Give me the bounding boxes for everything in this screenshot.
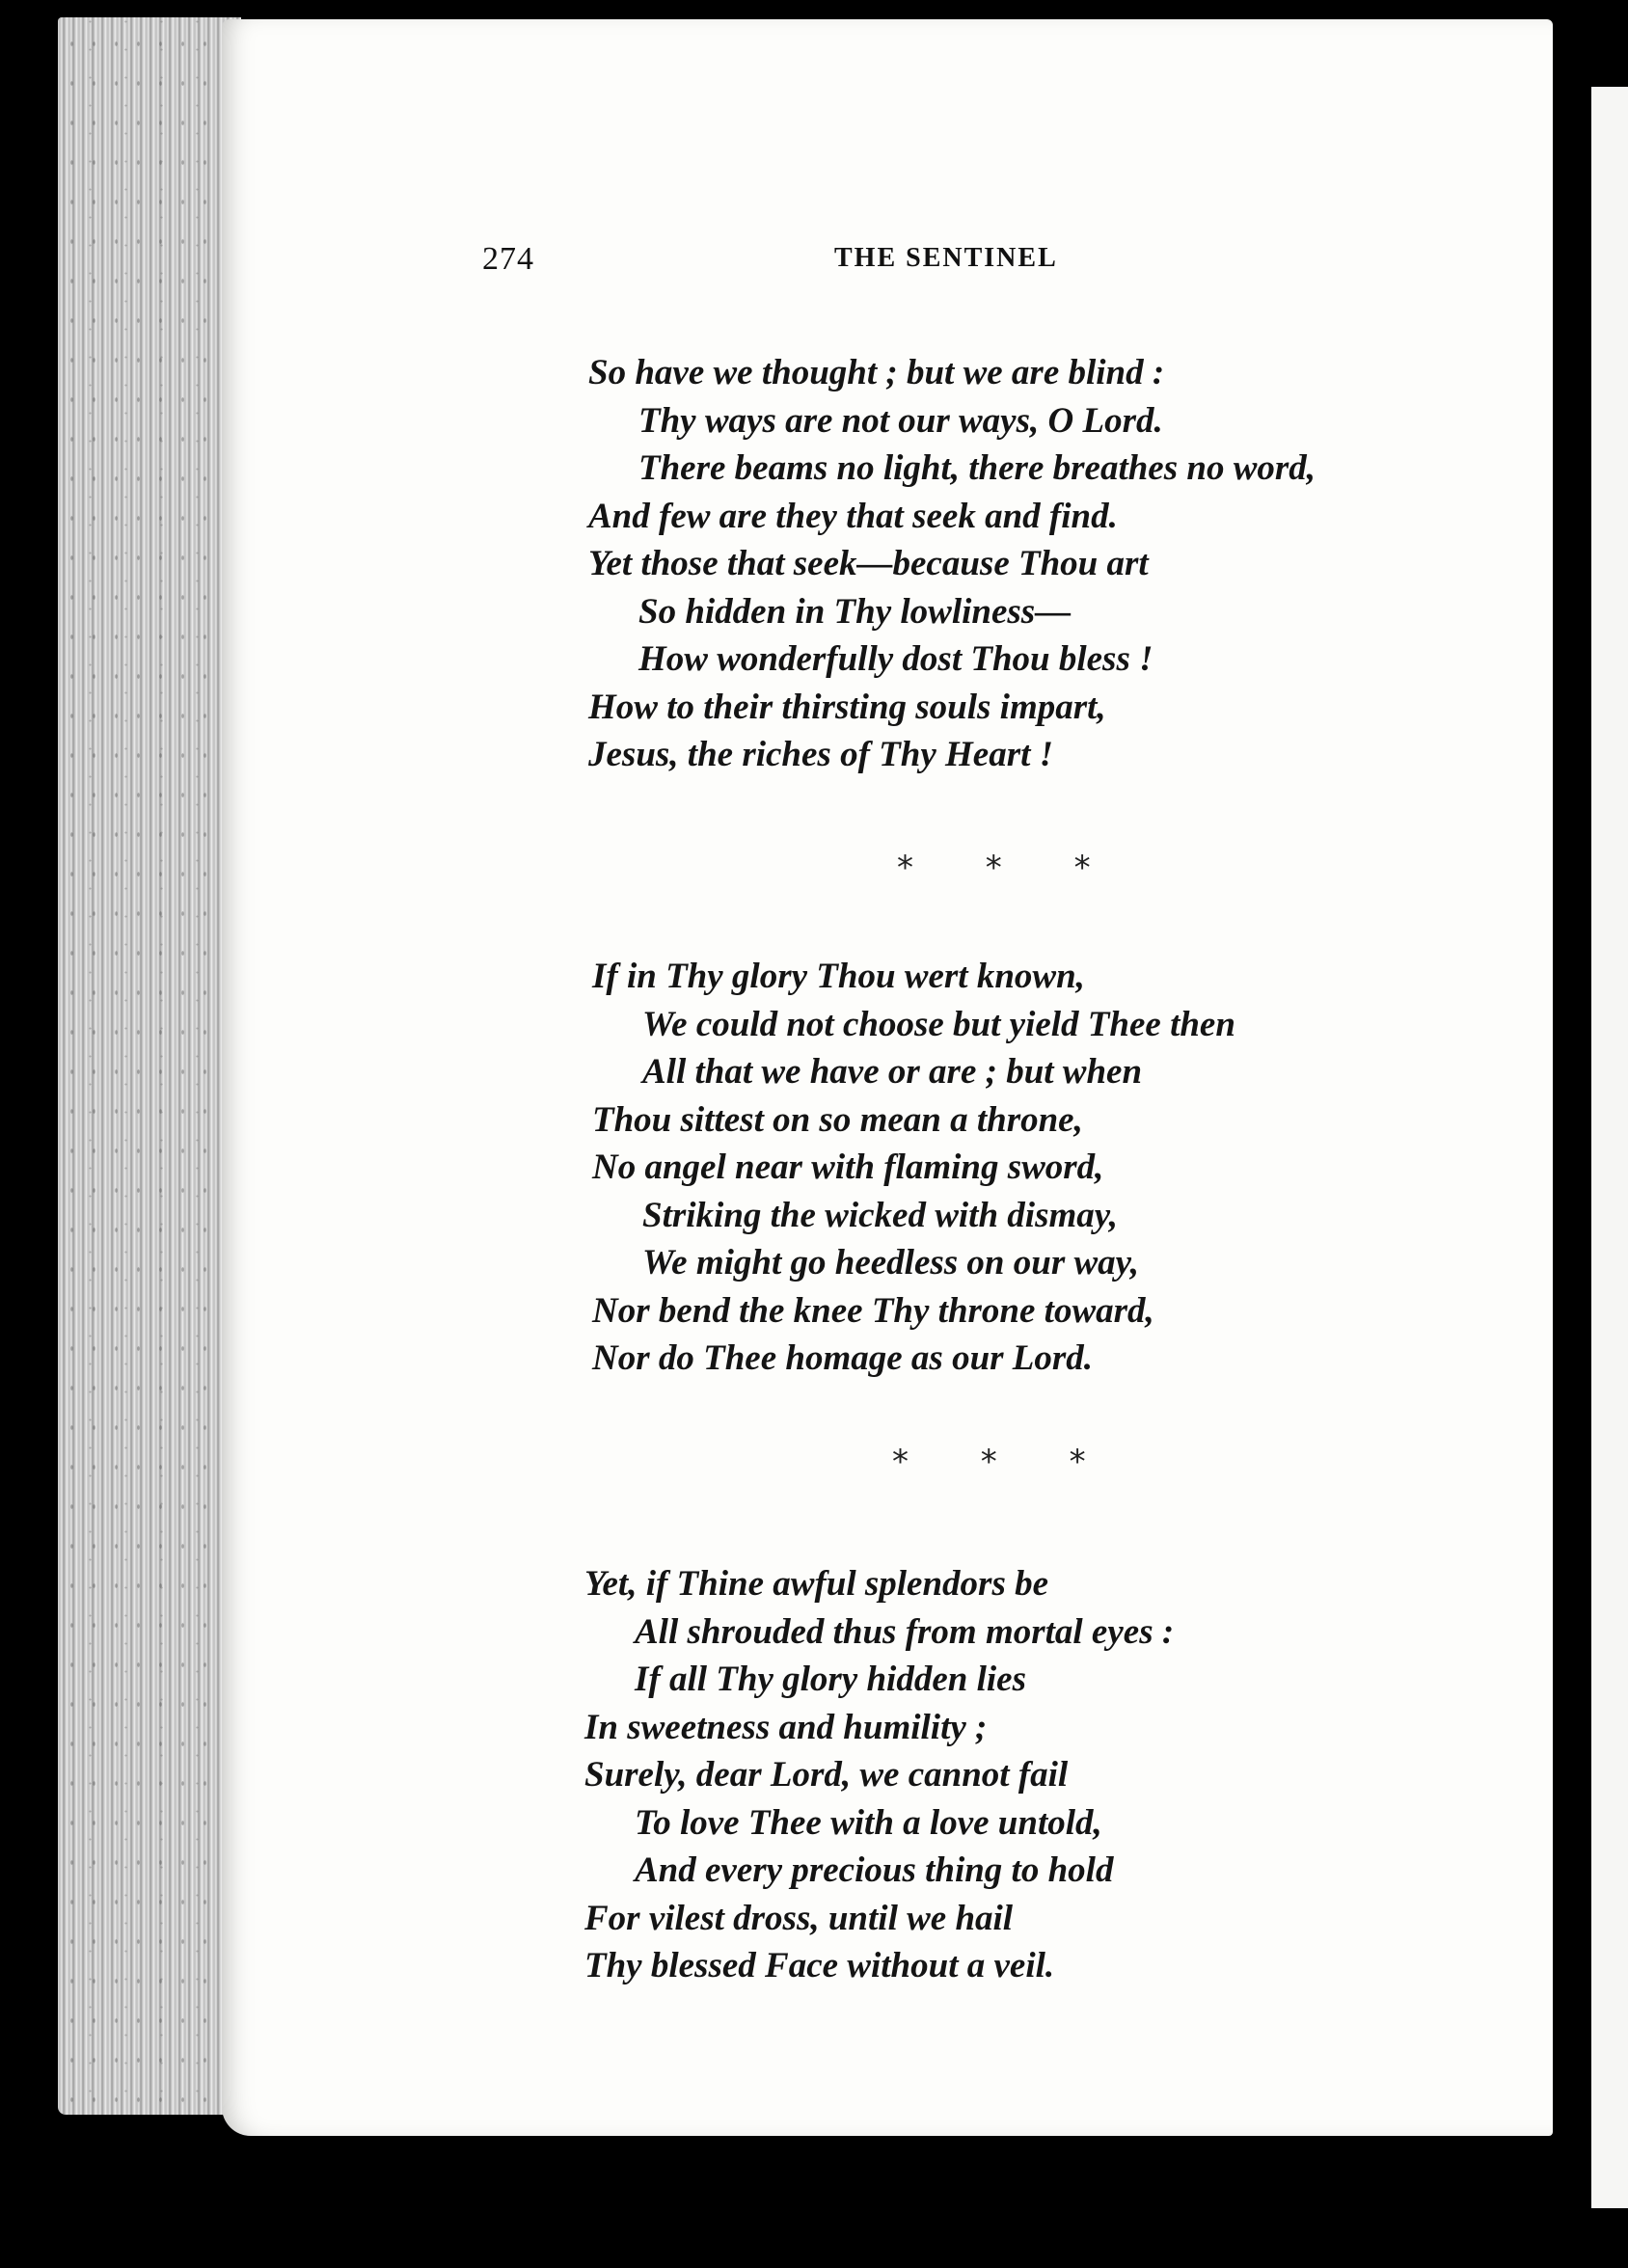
verse-line: So hidden in Thy lowliness— bbox=[638, 591, 1072, 632]
verse-line: There beams no light, there breathes no word, bbox=[638, 448, 1316, 488]
verse-line: And few are they that seek and find. bbox=[588, 496, 1118, 536]
verse-line: How wonderfully dost Thou bless ! bbox=[638, 639, 1153, 679]
verse-line: If in Thy glory Thou wert known, bbox=[592, 957, 1085, 996]
page-edges-texture bbox=[58, 17, 241, 2115]
verse-line: Thou sittest on so mean a throne, bbox=[592, 1099, 1083, 1140]
verse-line: Thy ways are not our ways, O Lord. bbox=[638, 400, 1163, 441]
verse-line: Thy blessed Face without a veil. bbox=[584, 1946, 1055, 1985]
verse-line: Surely, dear Lord, we cannot fail bbox=[584, 1755, 1069, 1795]
section-separator: * * * bbox=[892, 1443, 1117, 1481]
stanza-2 bbox=[592, 953, 1460, 1383]
verse-line: Jesus, the riches of Thy Heart ! bbox=[588, 735, 1054, 774]
verse-line: Yet, if Thine awful splendors be bbox=[584, 1564, 1049, 1604]
verse-line: For vilest dross, until we hail bbox=[584, 1898, 1014, 1938]
verse-line: We could not choose but yield Thee then bbox=[642, 1004, 1235, 1044]
verse-line: Nor do Thee homage as our Lord. bbox=[592, 1338, 1094, 1378]
verse-line: No angel near with flaming sword, bbox=[592, 1148, 1104, 1187]
verse-line: In sweetness and humility ; bbox=[584, 1707, 988, 1747]
gutter-shadow bbox=[1555, 48, 1593, 2199]
stanza-1 bbox=[588, 349, 1456, 779]
verse-line: If all Thy glory hidden lies bbox=[635, 1660, 1026, 1699]
verse-line: To love Thee with a love untold, bbox=[635, 1802, 1102, 1843]
verse-line: All shrouded thus from mortal eyes : bbox=[635, 1611, 1175, 1652]
verse-line: Yet those that seek—because Thou art bbox=[588, 544, 1149, 583]
verse-line: All that we have or are ; but when bbox=[642, 1052, 1143, 1092]
verse-line: How to their thirsting souls impart, bbox=[588, 687, 1106, 727]
section-separator: * * * bbox=[897, 849, 1122, 887]
stanza-3 bbox=[584, 1560, 1452, 1990]
facing-page-edge bbox=[1591, 87, 1628, 2208]
verse-line: Nor bend the knee Thy throne toward, bbox=[592, 1290, 1154, 1331]
verse-line: Striking the wicked with dismay, bbox=[642, 1195, 1119, 1235]
page-number: 274 bbox=[482, 241, 534, 277]
verse-line: So have we thought ; but we are blind : bbox=[588, 353, 1165, 392]
running-head bbox=[482, 241, 1099, 289]
running-title: THE SENTINEL bbox=[834, 243, 1058, 273]
verse-line: And every precious thing to hold bbox=[635, 1850, 1114, 1890]
verse-line: We might go heedless on our way, bbox=[642, 1243, 1139, 1282]
